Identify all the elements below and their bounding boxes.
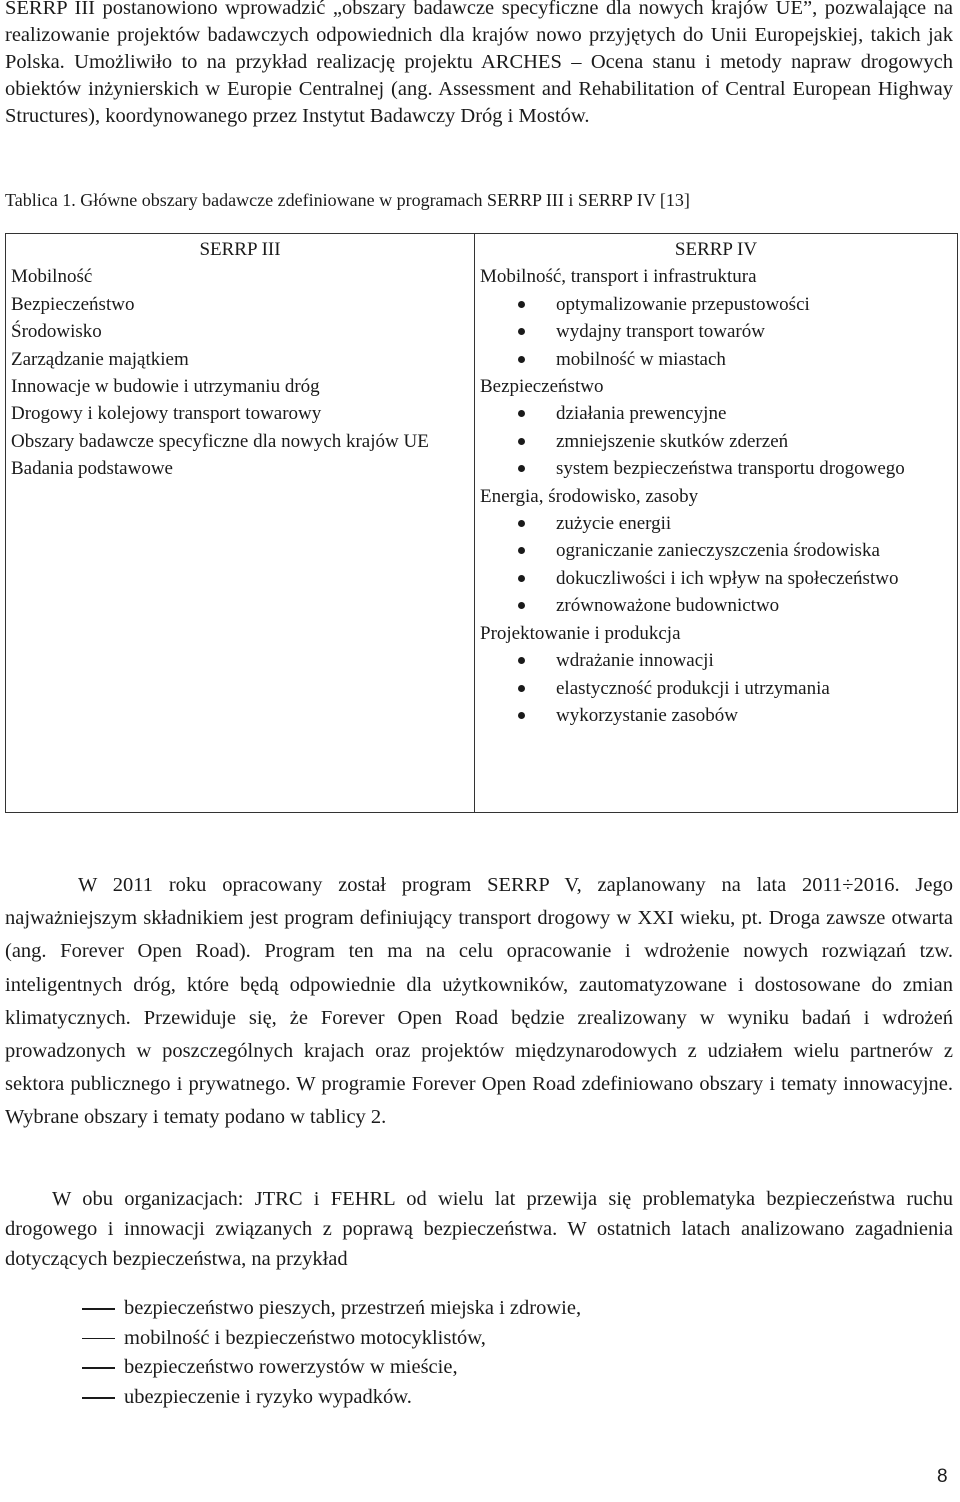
serrp4-bullet-item xyxy=(480,565,952,592)
serrp4-bullet-item xyxy=(480,537,952,564)
bullet-icon xyxy=(518,657,525,664)
list-item xyxy=(0,1324,950,1354)
serrp5-paragraph: W 2011 roku opracowany został program SERRP V, zaplanowany na lata 2011÷2016. Jego najważniejszym składnikiem jest program definiujący transport drogowy w XXI wieku, pt. Droga zawsze otwarta (ang. Forever Open Road). Program ten ma na celu opracowanie i wdrożenie nowych rozwiązań tzw. inteligentnych dróg, które będą odpowiednie dla użytkowników, zautomatyzowane i dostosowane do zmian klimatycznych. Przewiduje się, że Forever Open Road będzie zrealizowany w wyniku badań i wdrożeń prowadzonych w poszczególnych krajach oraz projektów międzynarodowych z udziałem wielu partnerów z sektora publicznego i prywatnego. W programie Forever Open Road zdefiniowano obszary i tematy innowacyjne. Wybrane obszary i tematy podano w tablicy 2. xyxy=(5,874,953,1129)
bullet-text: zrównoważone budownictwo xyxy=(556,595,780,617)
serrp4-bullet-item xyxy=(480,455,952,482)
list-item-text: bezpieczeństwo pieszych, przestrzeń miejska i zdrowie, xyxy=(124,1297,582,1319)
serrp4-bullet-item xyxy=(480,291,952,318)
bullet-text: system bezpieczeństwa transportu drogowego xyxy=(556,458,905,480)
bullet-text: wykorzystanie zasobów xyxy=(556,704,739,726)
list-item xyxy=(0,1294,950,1324)
bullet-text: optymalizowanie przepustowości xyxy=(556,293,810,315)
bullet-text: wdrażanie innowacji xyxy=(556,650,714,672)
page-number: 8 xyxy=(937,1466,948,1487)
serrp4-bullet-item xyxy=(480,346,952,373)
serrp3-item: Mobilność xyxy=(11,266,93,288)
serrp4-category: Energia, środowisko, zasoby xyxy=(480,485,699,507)
serrp4-column xyxy=(475,234,958,813)
bullet-icon xyxy=(518,301,525,308)
bullet-text: elastyczność produkcji i utrzymania xyxy=(556,677,830,699)
bullet-icon xyxy=(518,465,525,472)
serrp4-category: Projektowanie i produkcja xyxy=(480,622,681,644)
serrp4-bullet-item xyxy=(480,318,952,345)
bullet-icon xyxy=(518,356,525,363)
bullet-icon xyxy=(518,520,525,527)
bullet-text: ograniczanie zanieczyszczenia środowiska xyxy=(556,540,880,562)
list-item-text: mobilność i bezpieczeństwo motocyklistów, xyxy=(124,1326,486,1349)
serrp3-item: Innowacje w budowie i utrzymaniu dróg xyxy=(11,376,320,398)
serrp3-header: SERRP III xyxy=(199,239,281,260)
serrp3-item: Drogowy i kolejowy transport towarowy xyxy=(11,403,322,425)
bullet-text: zmniejszenie skutków zderzeń xyxy=(556,430,789,452)
serrp4-bullet-item xyxy=(480,647,952,674)
dash-icon xyxy=(82,1338,115,1340)
serrp4-bullet-item xyxy=(480,592,952,619)
serrp4-category: Mobilność, transport i infrastruktura xyxy=(480,266,757,288)
bullet-icon xyxy=(518,547,525,554)
serrp3-item: Środowisko xyxy=(11,321,102,343)
list-item xyxy=(0,1353,950,1383)
bullet-text: wydajny transport towarów xyxy=(556,321,765,343)
serrp4-bullet-item xyxy=(480,702,952,729)
serrp4-bullet-item xyxy=(480,400,952,427)
bullet-text: zużycie energii xyxy=(556,513,672,535)
serrp3-item: Obszary badawcze specyficzne dla nowych krajów UE xyxy=(11,430,429,452)
serrp3-item: Bezpieczeństwo xyxy=(11,293,135,315)
list-item-text: ubezpieczenie i ryzyko wypadków. xyxy=(124,1386,412,1409)
bullet-icon xyxy=(518,410,525,417)
bullet-icon xyxy=(518,712,525,719)
serrp3-item: Zarządzanie majątkiem xyxy=(11,348,189,370)
serrp4-bullet-item xyxy=(480,428,952,455)
serrp3-column xyxy=(6,234,475,813)
dash-icon xyxy=(82,1308,115,1310)
list-item xyxy=(0,1383,950,1413)
bullet-icon xyxy=(518,328,525,335)
safety-topics-list xyxy=(0,1294,950,1413)
safety-paragraph: W obu organizacjach: JTRC i FEHRL od wielu lat przewija się problematyka bezpieczeństwa ruchu drogowego i innowacji związanych z poprawą bezpieczeństwa. W ostatnich latach analizowano zagadnienia dotyczących bezpieczeństwa, na przykład xyxy=(5,1188,953,1270)
bullet-icon xyxy=(518,602,525,609)
serrp4-header: SERRP IV xyxy=(674,239,758,260)
serrp3-item: Badania podstawowe xyxy=(11,458,173,480)
dash-icon xyxy=(82,1397,115,1399)
serrp4-bullet-item xyxy=(480,510,952,537)
intro-paragraph: SERRP III postanowiono wprowadzić „obszary badawcze specyficzne dla nowych krajów UE”, pozwalające na realizowanie projektów badawczych odpowiednich dla krajów nowo przyjętych do Unii Europejskiej, takich jak Polska. Umożliwiło to na przykład realizację projektu ARCHES – Ocena stanu i metody napraw drogowych obiektów inżynierskich w Europie Centralnej (ang. Assessment and Rehabilitation of Central European Highway Structures), koordynowanego przez Instytut Badawczy Dróg i Mostów. xyxy=(5,0,953,127)
bullet-text: działania prewencyjne xyxy=(556,403,727,425)
list-item-text: bezpieczeństwo rowerzystów w mieście, xyxy=(124,1356,458,1379)
serrp4-bullet-item xyxy=(480,675,952,702)
bullet-text: dokuczliwości i ich wpływ na społeczeństwo xyxy=(556,567,899,589)
dash-icon xyxy=(82,1367,115,1369)
table-caption: Tablica 1. Główne obszary badawcze zdefiniowane w programach SERRP III i SERRP IV [13] xyxy=(5,190,690,210)
serrp4-category: Bezpieczeństwo xyxy=(480,376,604,398)
research-areas-table xyxy=(5,233,958,813)
bullet-icon xyxy=(518,575,525,582)
bullet-icon xyxy=(518,685,525,692)
bullet-icon xyxy=(518,438,525,445)
bullet-text: mobilność w miastach xyxy=(556,348,726,370)
